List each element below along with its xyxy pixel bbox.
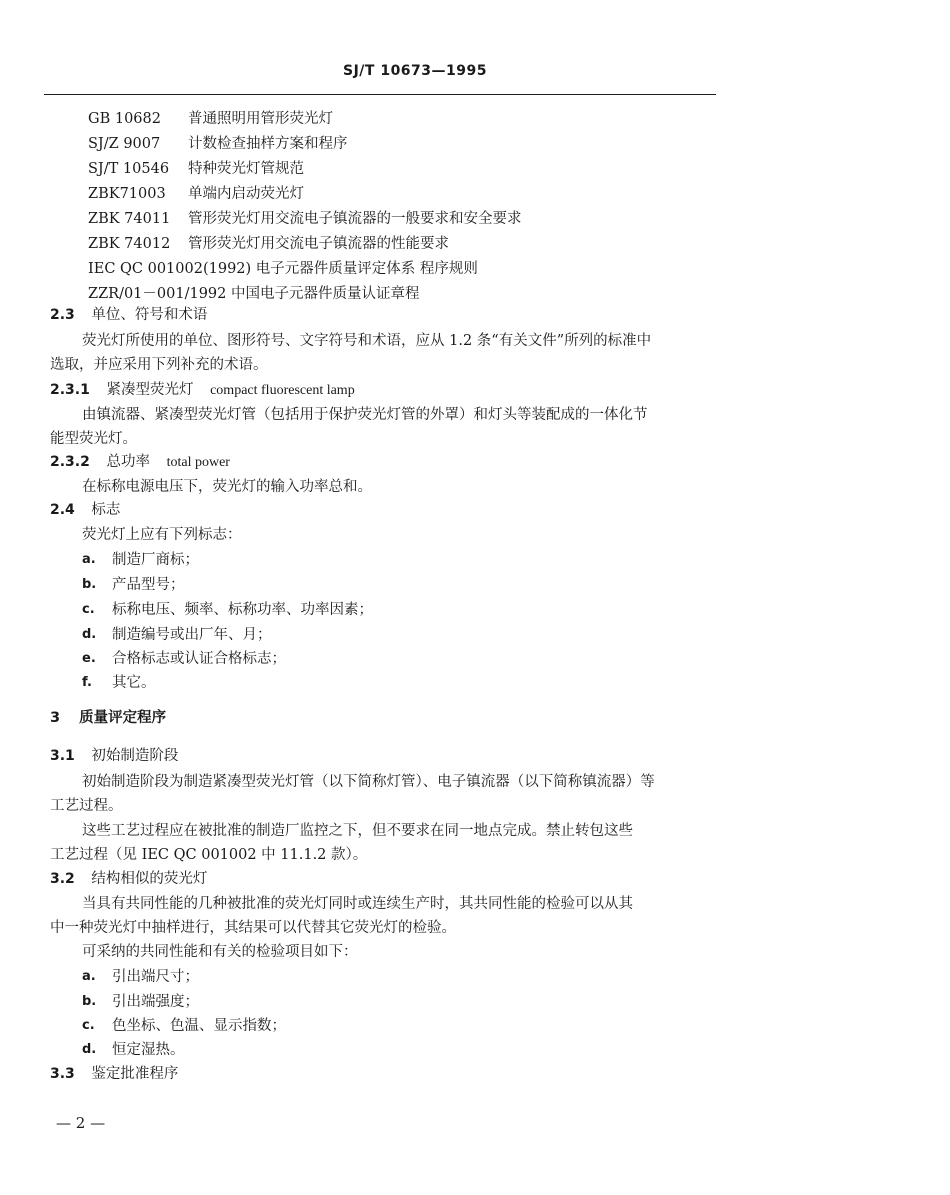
list-label: d. — [82, 1042, 97, 1057]
section-title: 单位、符号和术语 — [91, 307, 208, 323]
list-item: 合格标志或认证合格标志； — [112, 651, 286, 667]
list-label: c. — [82, 602, 95, 617]
ref-code: ZBK 74012 — [88, 236, 171, 252]
list-item: 引出端尺寸； — [112, 969, 199, 985]
section-title: 鉴定批准程序 — [91, 1066, 179, 1082]
paragraph-line: 荧光灯上应有下列标志： — [82, 527, 242, 543]
paragraph-line: 能型荧光灯。 — [50, 431, 137, 447]
section-number: 3.3 — [50, 1066, 75, 1082]
list-item: 制造厂商标； — [112, 552, 199, 568]
page-header: SJ/T 10673—1995 — [343, 63, 487, 79]
section-title: 质量评定程序 — [79, 710, 167, 726]
section-3-3-heading — [50, 1064, 178, 1084]
english-term: compact fluorescent lamp — [210, 383, 355, 398]
ref-title: 管形荧光灯用交流电子镇流器的一般要求和安全要求 — [188, 211, 522, 227]
section-number: 3.1 — [50, 748, 75, 764]
list-label: c. — [82, 1018, 95, 1033]
list-item: 恒定湿热。 — [112, 1042, 185, 1058]
paragraph-line: 工艺过程。 — [50, 798, 123, 814]
ref-title: 单端内启动荧光灯 — [188, 186, 304, 202]
ref-code: ZBK71003 — [88, 186, 166, 202]
ref-iec: IEC QC 001002(1992) 电子元器件质量评定体系 程序规则 — [88, 261, 478, 277]
ref-code: SJ/T 10546 — [88, 161, 170, 177]
paragraph-line: 由镇流器、紧凑型荧光灯管（包括用于保护荧光灯管的外罩）和灯头等装配成的一体化节 — [82, 407, 648, 423]
section-number: 2.3.1 — [50, 382, 90, 398]
section-2-3-heading — [50, 305, 207, 325]
paragraph-line: 初始制造阶段为制造紧凑型荧光灯管（以下简称灯管）、电子镇流器（以下简称镇流器）等 — [82, 774, 655, 790]
ref-zzr: ZZR/01－001/1992 中国电子元器件质量认证章程 — [88, 286, 420, 302]
paragraph-line: 当具有共同性能的几种被批准的荧光灯同时或连续生产时，其共同性能的检验可以从其 — [82, 896, 633, 912]
list-label: e. — [82, 651, 96, 666]
paragraph-line: 在标称电源电压下，荧光灯的输入功率总和。 — [82, 479, 372, 495]
section-2-3-1-heading — [50, 380, 355, 401]
ref-title: 管形荧光灯用交流电子镇流器的性能要求 — [188, 236, 449, 252]
ref-title: 特种荧光灯管规范 — [188, 161, 304, 177]
section-number: 2.3.2 — [50, 454, 90, 470]
list-item: 引出端强度； — [112, 994, 199, 1010]
ref-code: GB 10682 — [88, 111, 161, 127]
section-2-4-heading — [50, 500, 120, 520]
ref-title: 计数检查抽样方案和程序 — [188, 136, 348, 152]
section-3-heading — [50, 706, 166, 727]
section-number: 2.4 — [50, 502, 75, 518]
page-number: — 2 — — [56, 1114, 106, 1132]
list-item: 制造编号或出厂年、月； — [112, 627, 272, 643]
ref-code: SJ/Z 9007 — [88, 136, 161, 152]
list-label: d. — [82, 627, 97, 642]
paragraph-line: 这些工艺过程应在被批准的制造厂监控之下，但不要求在同一地点完成。禁止转包这些 — [82, 823, 633, 839]
list-label: a. — [82, 552, 96, 567]
paragraph-line: 选取，并应采用下列补充的术语。 — [50, 357, 268, 373]
section-title: 紧凑型荧光灯 — [106, 382, 194, 398]
list-label: a. — [82, 969, 96, 984]
header-rule — [44, 94, 716, 95]
english-term: total power — [166, 455, 230, 470]
list-label: f. — [82, 675, 92, 690]
ref-title: 普通照明用管形荧光灯 — [188, 111, 333, 127]
list-item: 色坐标、色温、显示指数； — [112, 1018, 286, 1034]
list-label: b. — [82, 994, 97, 1009]
section-title: 结构相似的荧光灯 — [91, 871, 208, 887]
ref-code: ZBK 74011 — [88, 211, 171, 227]
list-item: 标称电压、频率、标称功率、功率因素； — [112, 602, 373, 618]
list-item: 其它。 — [112, 675, 156, 691]
section-title: 初始制造阶段 — [91, 748, 179, 764]
section-number: 3.2 — [50, 871, 75, 887]
list-item: 产品型号； — [112, 577, 185, 593]
section-3-2-heading — [50, 869, 207, 889]
section-3-1-heading — [50, 746, 178, 766]
list-label: b. — [82, 577, 97, 592]
paragraph-line: 荧光灯所使用的单位、图形符号、文字符号和术语，应从 1.2 条“有关文件”所列的标准中 — [82, 333, 652, 349]
section-number: 3 — [50, 710, 61, 726]
section-title: 标志 — [91, 502, 121, 518]
section-number: 2.3 — [50, 307, 75, 323]
section-2-3-2-heading — [50, 452, 230, 473]
section-title: 总功率 — [106, 454, 150, 470]
paragraph-line: 可采纳的共同性能和有关的检验项目如下： — [82, 944, 358, 960]
paragraph-line: 工艺过程（见 IEC QC 001002 中 11.1.2 款）。 — [50, 847, 368, 863]
paragraph-line: 中一种荧光灯中抽样进行，其结果可以代替其它荧光灯的检验。 — [50, 920, 456, 936]
